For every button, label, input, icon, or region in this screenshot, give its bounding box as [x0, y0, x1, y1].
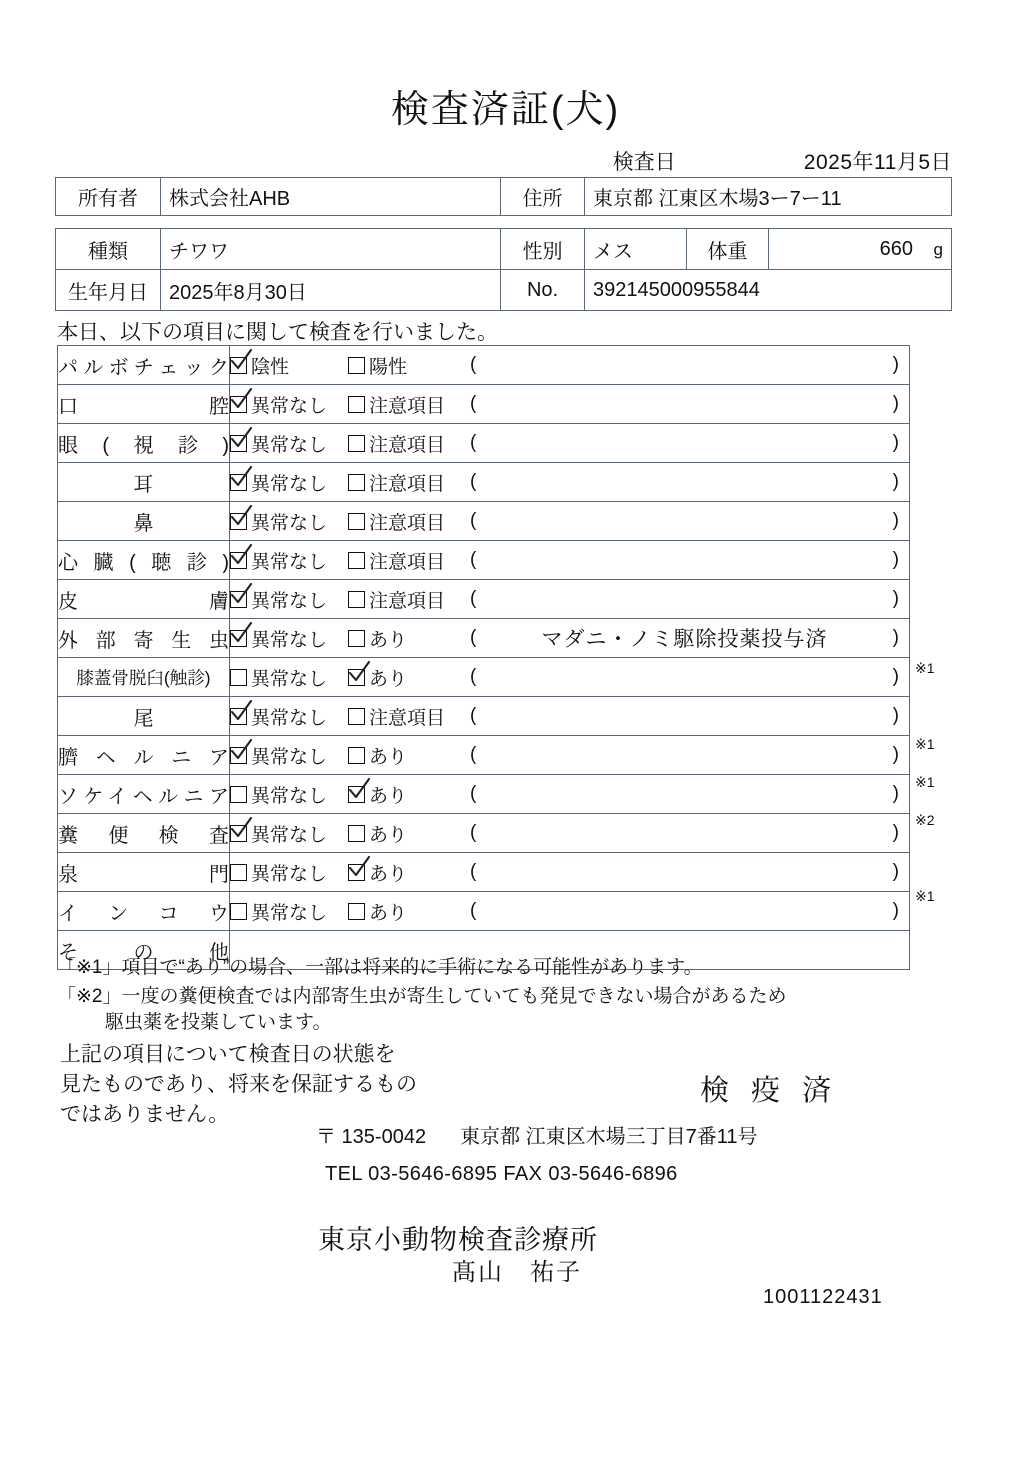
checklist-item-label: ソケイヘルニア: [58, 775, 230, 814]
paren-close: ): [892, 510, 899, 531]
checklist-item-label: その他: [58, 931, 230, 970]
paren-close: ): [892, 432, 899, 453]
quarantine-stamp: 検 疫 済: [700, 1075, 839, 1107]
checkbox-icon[interactable]: [230, 591, 247, 608]
serial-number: 1001122431: [763, 1286, 883, 1308]
disclaimer-line-1: 上記の項目について検査日の状態を: [60, 1043, 396, 1066]
checkbox-icon[interactable]: [348, 669, 365, 686]
checkbox-label: 異常なし: [251, 707, 328, 729]
checkbox-icon[interactable]: [230, 513, 247, 530]
checkbox-icon[interactable]: [348, 396, 365, 413]
checkbox-icon[interactable]: [348, 552, 365, 569]
checkbox-icon[interactable]: [348, 747, 365, 764]
checkbox-label: 異常なし: [251, 824, 328, 846]
checkbox-label: 異常なし: [251, 551, 328, 573]
birth-label: 生年月日: [56, 270, 161, 311]
checkbox-label: あり: [369, 746, 408, 768]
clinic-name: 東京小動物検査診療所: [318, 1225, 598, 1255]
checklist-item-label: 外部寄生虫: [58, 619, 230, 658]
checkbox-label: 注意項目: [369, 551, 446, 573]
remark-field[interactable]: [466, 623, 909, 653]
checkbox-icon[interactable]: [230, 825, 247, 842]
checkbox-icon[interactable]: [348, 513, 365, 530]
checklist-row: [58, 658, 910, 697]
owner-value: 株式会社AHB: [161, 178, 501, 216]
paren-open: (: [470, 354, 477, 375]
checklist-row: [58, 463, 910, 502]
checkbox-icon[interactable]: [348, 786, 365, 803]
checkbox-icon[interactable]: [348, 825, 365, 842]
paren-open: (: [470, 471, 477, 492]
checkbox-option-1[interactable]: [230, 625, 348, 652]
checklist-options-cell: [230, 463, 910, 502]
checkbox-option-2[interactable]: [348, 391, 466, 418]
remark-field[interactable]: [466, 822, 909, 844]
checkbox-option-2[interactable]: [348, 430, 466, 457]
checkbox-label: 陰性: [251, 356, 290, 378]
sex-label: 性別: [501, 229, 585, 270]
checkbox-option-2[interactable]: [348, 664, 466, 691]
checklist-options-cell: [230, 346, 910, 385]
checklist-item-label: 泉門: [58, 853, 230, 892]
checkbox-icon[interactable]: [230, 708, 247, 725]
checklist-item-label: パルボチェック: [58, 346, 230, 385]
checklist-options-cell: [230, 697, 910, 736]
paren-open: (: [470, 510, 477, 531]
footnote-marker: ※1: [915, 736, 935, 752]
footnote-2: [57, 984, 787, 1036]
checkbox-option-2[interactable]: [348, 586, 466, 613]
checkbox-icon[interactable]: [230, 552, 247, 569]
checkbox-option-1[interactable]: [230, 547, 348, 574]
paren-close: ): [892, 471, 899, 492]
paren-open: (: [470, 627, 477, 648]
checklist-item-label: 心臓(聴診): [58, 541, 230, 580]
checklist-options-cell: [230, 580, 910, 619]
checkbox-label: あり: [369, 785, 408, 807]
checklist-row: [58, 385, 910, 424]
disclaimer-line-3: ではありません。: [60, 1102, 230, 1126]
checkbox-option-2[interactable]: [348, 547, 466, 574]
checklist-row: [58, 853, 910, 892]
footnote-marker: ※1: [915, 888, 935, 904]
footnote-marker: ※2: [915, 812, 935, 828]
checkbox-label: 注意項目: [369, 590, 446, 612]
checkbox-label: 注意項目: [369, 512, 446, 534]
paren-close: ): [892, 861, 899, 882]
remark-field[interactable]: [466, 432, 909, 454]
paren-open: (: [470, 393, 477, 414]
checkbox-option-2[interactable]: [348, 859, 466, 886]
owner-table: [55, 177, 952, 216]
checkbox-option-2[interactable]: [348, 742, 466, 769]
checkbox-option-1[interactable]: [230, 820, 348, 847]
remark-field[interactable]: [466, 861, 909, 883]
checkbox-option-1[interactable]: [230, 703, 348, 730]
paren-close: ): [892, 393, 899, 414]
paren-close: ): [892, 900, 899, 921]
paren-close: ): [892, 822, 899, 843]
checkbox-label: あり: [369, 629, 408, 651]
checkbox-label: あり: [369, 824, 408, 846]
clinic-tel-fax: TEL 03-5646-6895 FAX 03-5646-6896: [325, 1163, 678, 1185]
checkbox-label: 注意項目: [369, 473, 446, 495]
checkbox-option-1[interactable]: [230, 781, 348, 808]
clinic-address-line: [316, 1120, 758, 1149]
checkbox-icon[interactable]: [348, 435, 365, 452]
checkbox-icon[interactable]: [348, 474, 365, 491]
table-row: [56, 229, 952, 270]
paren-close: ): [892, 744, 899, 765]
checklist-item-label: 膝蓋骨脱臼(触診): [58, 658, 230, 697]
checkbox-label: あり: [369, 668, 408, 690]
checkbox-option-2[interactable]: [348, 781, 466, 808]
remark-field[interactable]: [466, 354, 909, 376]
owner-label: 所有者: [56, 178, 161, 216]
remark-field[interactable]: [466, 783, 909, 805]
intro-text: 本日、以下の項目に関して検査を行いました。: [57, 321, 498, 344]
checkbox-option-2[interactable]: [348, 508, 466, 535]
checkbox-option-1[interactable]: [230, 664, 348, 691]
paren-open: (: [470, 744, 477, 765]
checkbox-label: あり: [369, 863, 408, 885]
clinic-zip: 〒 135-0042: [316, 1126, 427, 1148]
paren-close: ): [892, 783, 899, 804]
checklist-item-label: 鼻: [58, 502, 230, 541]
inspection-date-label: 検査日: [612, 151, 676, 174]
checkbox-icon[interactable]: [230, 903, 247, 920]
checkbox-option-2[interactable]: [348, 703, 466, 730]
paren-open: (: [470, 900, 477, 921]
checkbox-option-1[interactable]: [230, 586, 348, 613]
checklist-options-cell: [230, 658, 910, 697]
checklist-options-cell: [230, 892, 910, 931]
birth-value: 2025年8月30日: [161, 270, 501, 311]
checklist-options-cell: [230, 775, 910, 814]
checkbox-label: あり: [369, 902, 408, 924]
table-row: [56, 270, 952, 311]
checkbox-label: 異常なし: [251, 746, 328, 768]
checklist-item-label: 口腔: [58, 385, 230, 424]
checkbox-label: 異常なし: [251, 785, 328, 807]
checklist-options-cell: [230, 385, 910, 424]
checkbox-label: 異常なし: [251, 434, 328, 456]
paren-close: ): [892, 588, 899, 609]
checkbox-icon[interactable]: [230, 630, 247, 647]
checkbox-option-1[interactable]: [230, 391, 348, 418]
remark-field[interactable]: [466, 588, 909, 610]
checklist-row: [58, 697, 910, 736]
paren-open: (: [470, 783, 477, 804]
paren-open: (: [470, 432, 477, 453]
paren-open: (: [470, 822, 477, 843]
paren-open: (: [470, 666, 477, 687]
inspection-date-value: 2025年11月5日: [803, 151, 952, 174]
veterinarian-name: 髙山 祐子: [452, 1259, 582, 1286]
paren-close: ): [892, 549, 899, 570]
checkbox-icon[interactable]: [348, 630, 365, 647]
address-label: 住所: [501, 178, 585, 216]
remark-field[interactable]: [466, 900, 909, 922]
checkbox-option-1[interactable]: [230, 430, 348, 457]
remark-field[interactable]: [466, 549, 909, 571]
breed-label: 種類: [56, 229, 161, 270]
inspection-checklist-table: [57, 345, 910, 970]
pet-info-table: [55, 228, 952, 311]
paren-open: (: [470, 861, 477, 882]
weight-label: 体重: [687, 229, 769, 270]
checkbox-icon[interactable]: [348, 357, 365, 374]
footnote-2-line2: 駆虫薬を投薬しています。: [105, 1012, 332, 1034]
checkbox-icon[interactable]: [230, 864, 247, 881]
checkbox-label: 異常なし: [251, 512, 328, 534]
no-value: 392145000955844: [585, 270, 952, 311]
remark-field[interactable]: [466, 744, 909, 766]
checklist-options-cell: [230, 619, 910, 658]
checklist-item-label: 臍ヘルニア: [58, 736, 230, 775]
checkbox-label: 異常なし: [251, 473, 328, 495]
checklist-row: [58, 619, 910, 658]
table-row: [56, 178, 952, 216]
checkbox-icon[interactable]: [230, 786, 247, 803]
checkbox-icon[interactable]: [230, 357, 247, 374]
checkbox-label: 異常なし: [251, 590, 328, 612]
footnote-marker: ※1: [915, 660, 935, 676]
checklist-item-label: 糞便検査: [58, 814, 230, 853]
checklist-row: [58, 580, 910, 619]
remark-text: マダニ・ノミ駆除投薬投与済: [541, 628, 828, 651]
remark-field[interactable]: [466, 705, 909, 727]
checkbox-option-1[interactable]: [230, 742, 348, 769]
checklist-row: [58, 346, 910, 385]
inspection-date-line: [0, 146, 952, 176]
checkbox-option-2[interactable]: [348, 352, 466, 379]
paren-close: ): [892, 666, 899, 687]
checklist-item-label: 皮膚: [58, 580, 230, 619]
checkbox-icon[interactable]: [230, 669, 247, 686]
breed-value: チワワ: [161, 229, 501, 270]
clinic-address: 東京都 江東区木場三丁目7番11号: [460, 1126, 758, 1148]
paren-open: (: [470, 705, 477, 726]
paren-close: ): [892, 705, 899, 726]
checklist-row: [58, 892, 910, 931]
footnote-marker: ※1: [915, 774, 935, 790]
checkbox-option-1[interactable]: [230, 469, 348, 496]
checklist-item-label: インコウ: [58, 892, 230, 931]
checklist-options-cell: [230, 814, 910, 853]
remark-field[interactable]: [466, 393, 909, 415]
checkbox-label: 異常なし: [251, 668, 328, 690]
remark-field[interactable]: [466, 471, 909, 493]
paren-open: (: [470, 549, 477, 570]
checklist-options-cell: [230, 736, 910, 775]
paren-close: ): [892, 627, 899, 648]
disclaimer-text: [60, 1040, 417, 1129]
checklist-row: [58, 775, 910, 814]
checkbox-icon[interactable]: [230, 435, 247, 452]
weight-value-cell: [769, 229, 952, 270]
checkbox-option-2[interactable]: [348, 820, 466, 847]
checkbox-label: 注意項目: [369, 707, 446, 729]
checkbox-option-1[interactable]: [230, 352, 348, 379]
checkbox-option-2[interactable]: [348, 898, 466, 925]
address-value: 東京都 江東区木場3ー7ー11: [585, 178, 952, 216]
checkbox-icon[interactable]: [348, 903, 365, 920]
checkbox-option-1[interactable]: [230, 508, 348, 535]
sex-value: メス: [585, 229, 687, 270]
paren-open: (: [470, 588, 477, 609]
checklist-item-label: 耳: [58, 463, 230, 502]
weight-unit: g: [933, 239, 943, 259]
checklist-row: [58, 736, 910, 775]
checkbox-label: 陽性: [369, 356, 408, 378]
footnote-1: 「※1」項目で“あり”の場合、一部は将来的に手術になる可能性があります。: [57, 957, 703, 978]
checklist-item-label: 尾: [58, 697, 230, 736]
checklist-item-label: 眼(視診): [58, 424, 230, 463]
checkbox-option-1[interactable]: [230, 859, 348, 886]
checkbox-label: 異常なし: [251, 629, 328, 651]
checkbox-label: 異常なし: [251, 902, 328, 924]
checklist-row: [58, 814, 910, 853]
disclaimer-line-2: 見たものであり、将来を保証するもの: [60, 1072, 417, 1096]
checklist-options-cell: [230, 424, 910, 463]
no-label: No.: [501, 270, 585, 311]
checkbox-icon[interactable]: [230, 396, 247, 413]
remark-field[interactable]: [466, 510, 909, 532]
checkbox-option-1[interactable]: [230, 898, 348, 925]
page-title: 検査済証(犬): [390, 89, 621, 131]
checklist-options-cell: [230, 853, 910, 892]
checkbox-label: 異常なし: [251, 863, 328, 885]
checklist-row: [58, 502, 910, 541]
checklist-row: [58, 541, 910, 580]
checkbox-label: 異常なし: [251, 395, 328, 417]
remark-field[interactable]: [466, 666, 909, 688]
checkbox-icon[interactable]: [230, 474, 247, 491]
weight-value: 660: [879, 237, 913, 260]
checkbox-icon[interactable]: [230, 747, 247, 764]
checkbox-icon[interactable]: [348, 591, 365, 608]
checklist-options-cell: [230, 502, 910, 541]
checklist-row: [58, 424, 910, 463]
checkbox-option-2[interactable]: [348, 625, 466, 652]
checkbox-icon[interactable]: [348, 864, 365, 881]
checkbox-icon[interactable]: [348, 708, 365, 725]
checklist-options-cell: [230, 541, 910, 580]
checkbox-option-2[interactable]: [348, 469, 466, 496]
footnote-2-line1: 「※2」一度の糞便検査では内部寄生虫が寄生していても発見できない場合があるため: [57, 986, 787, 1007]
paren-close: ): [892, 354, 899, 375]
checkbox-label: 注意項目: [369, 434, 446, 456]
checkbox-label: 注意項目: [369, 395, 446, 417]
